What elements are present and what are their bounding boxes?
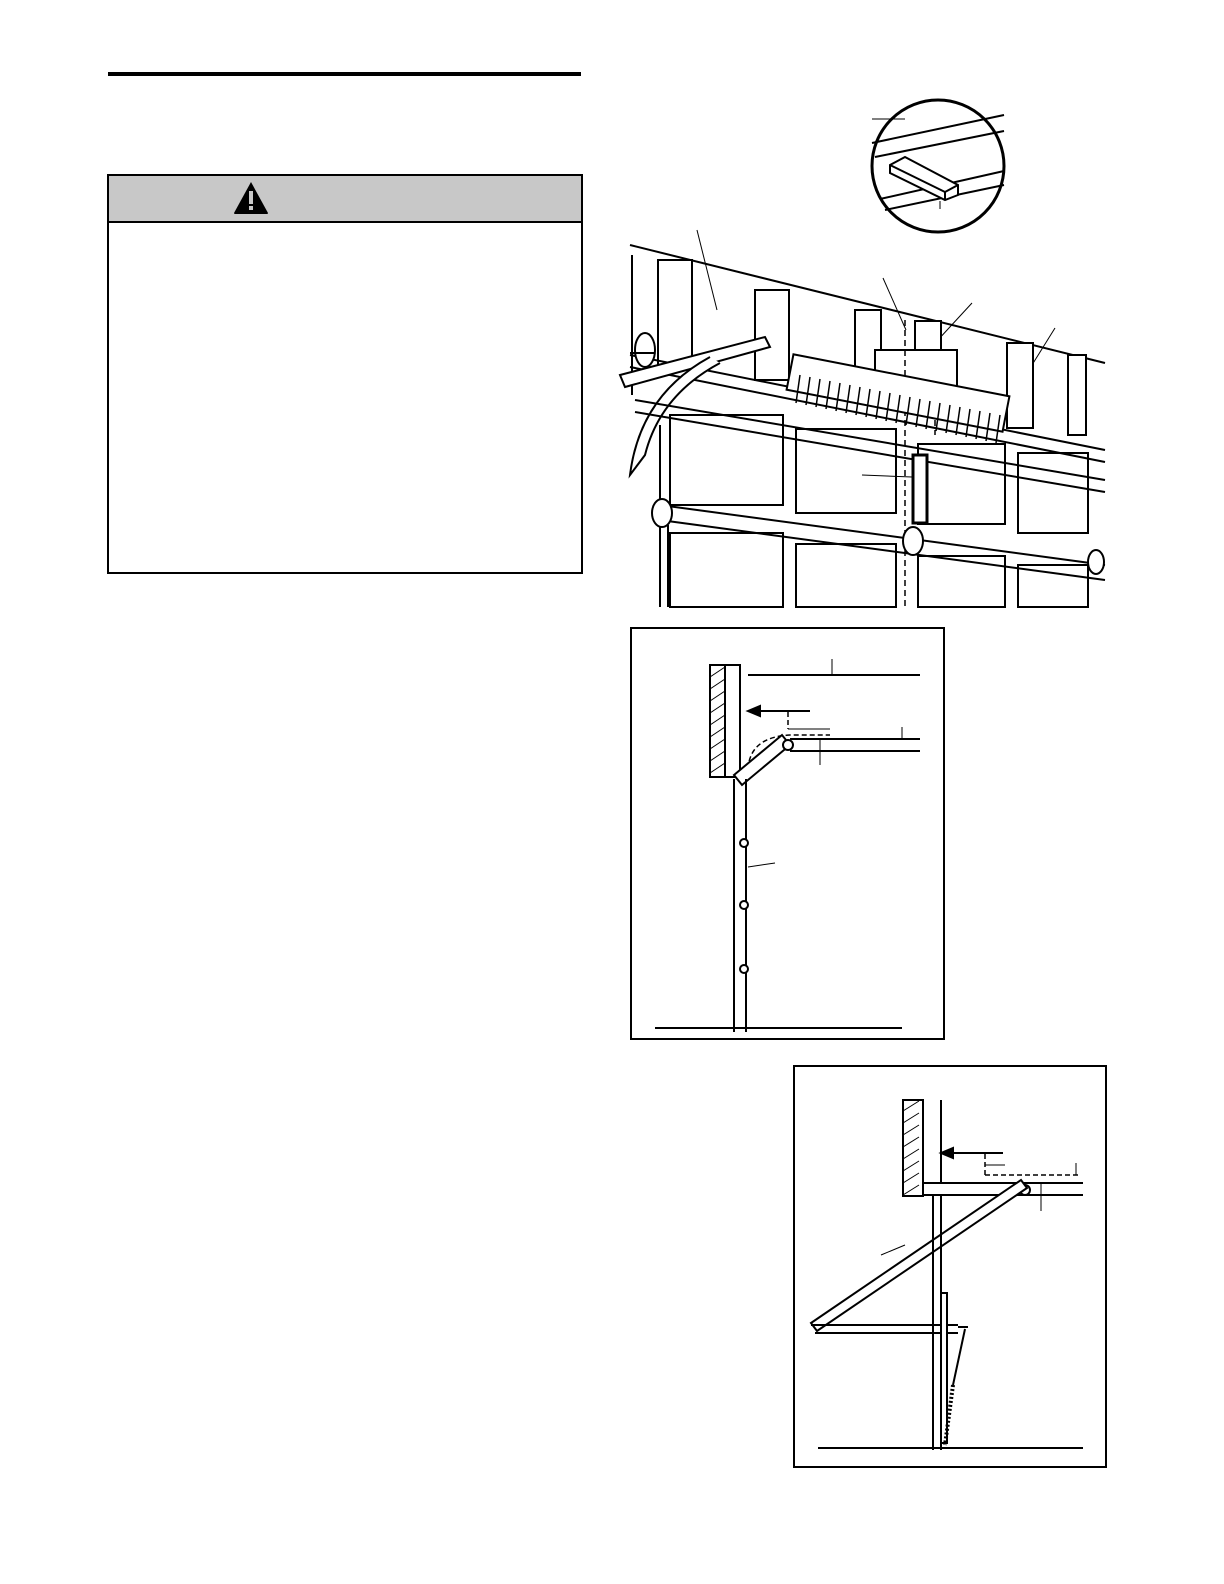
detail-circle — [872, 100, 1004, 232]
header-wall-section — [710, 665, 740, 777]
one-piece-door — [811, 1180, 1027, 1450]
warning-box — [107, 174, 583, 574]
header-wall-section — [903, 1100, 941, 1196]
cable-drum — [620, 333, 770, 475]
horizontal-track — [790, 727, 920, 765]
leader-line — [883, 278, 906, 330]
direction-arrow — [748, 706, 810, 716]
header-wall-illustration — [600, 95, 1120, 615]
leader-line — [697, 230, 717, 310]
warning-triangle-icon — [233, 181, 269, 215]
door-track-rail — [635, 400, 1105, 492]
door-section — [734, 735, 793, 1032]
sectional-door-diagram — [630, 627, 946, 1041]
section-rule — [108, 72, 581, 76]
counterbalance-spring — [945, 1327, 968, 1445]
warning-header — [109, 176, 581, 223]
direction-arrow — [941, 1148, 1003, 1158]
door-panels — [652, 415, 1105, 607]
one-piece-door-diagram — [793, 1065, 1108, 1469]
